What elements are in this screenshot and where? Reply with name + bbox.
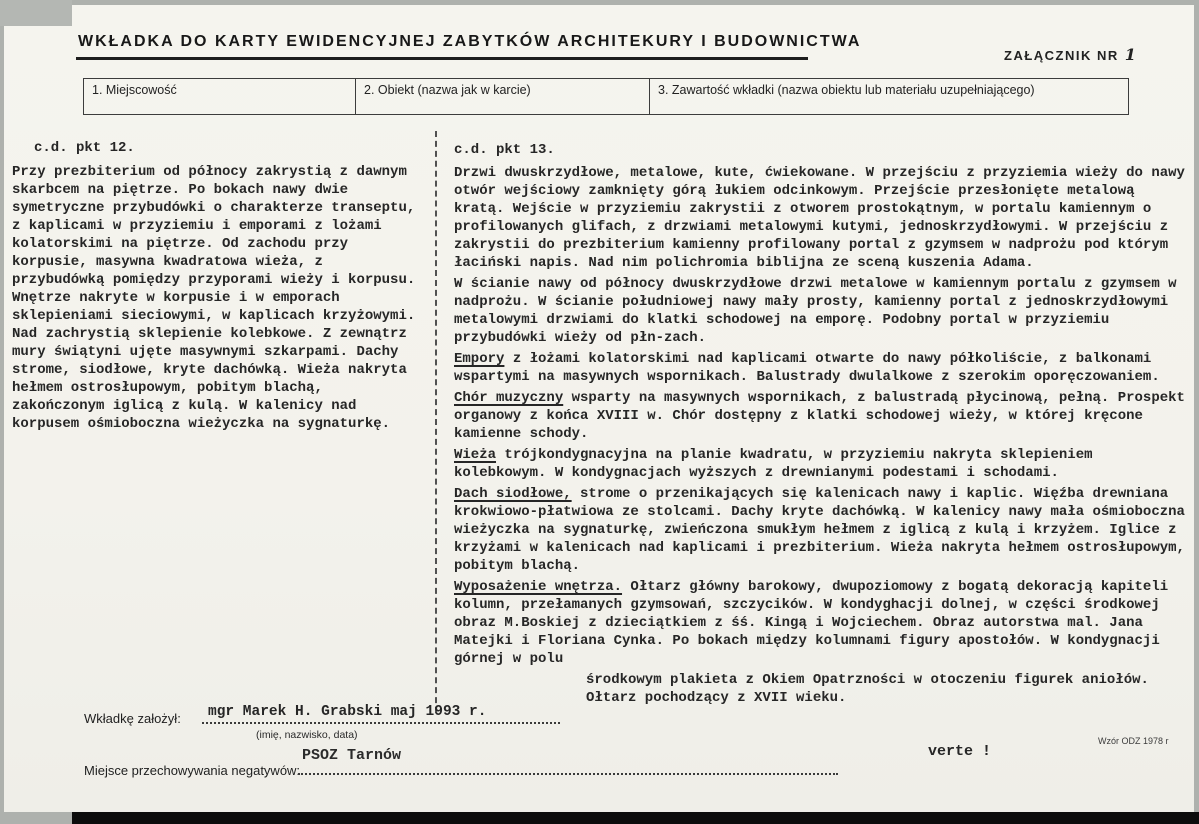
annex-label-text: ZAŁĄCZNIK NR <box>1004 48 1119 63</box>
column-divider-dashed-line <box>435 131 437 713</box>
paragraph-lead: Wieża <box>454 447 497 463</box>
paragraph-text: z łożami kolatorskimi nad kaplicami otwarte do nawy półkoliście, z balkonami wspartymi na masywnych wspornikach. Balustrady dwulalkowe z szerokim oporęczowaniem. <box>454 351 1160 385</box>
paragraph-lead: Chór muzyczny <box>454 390 564 406</box>
negatives-location-label: Miejsce przechowywania negatywów: <box>84 763 301 778</box>
paragraph-chor-muzyczny <box>454 389 1192 443</box>
annex-label <box>1004 45 1136 64</box>
paragraph-dach <box>454 485 1192 575</box>
created-by-hint: (imię, nazwisko, data) <box>256 729 358 741</box>
paragraph-empory <box>454 350 1192 386</box>
scan-edge-corner <box>0 0 72 26</box>
verte-note: verte ! <box>928 743 992 760</box>
paragraph-lead: Empory <box>454 351 505 367</box>
paragraph-text: W ścianie nawy od północy dwuskrzydłowe drzwi metalowe w kamiennym portalu z gzymsem w nadprożu. W ścianie południowej nawy mały prosty, kamienny portal z jednoskrzydłowymi metalowymi drzwiami do klatki schodowej na emporę. Podobny portal w przyziemiu przybudówki wieży od płn-zach. <box>454 276 1177 346</box>
paragraph-sciana-nawy <box>454 275 1192 347</box>
scan-edge-bottom-bar <box>72 812 1199 824</box>
paragraph-lead: Dach siodłowe, <box>454 486 572 502</box>
left-column-body: Przy prezbiterium od północy zakrystią z dawnym skarbcem na piętrze. Po bokach nawy dwie symetryczne przybudówki o charakterze transeptu, z kaplicami w przyziemiu i emporami z lożami kolatorskimi na piętrze. Od zachodu przy korpusie, masywna kwadratowa wieża, z przybudówką pomiędzy przyporami wieży i korpusu. Wnętrze nakryte w korpusie i w emporach sklepieniami sieciowymi, w kaplicach krzyżowymi. Nad zachrystią sklepienie kolebkowe. Z zewnątrz mury świątyni ujęte masywnymi szkarpami. Dachy strome, siodłowe, kryte dachówką. Wieża nakryta hełmem ostrosłupowym, pobitym blachą, zakończonym iglicą z kulą. W kalenicy nad korpusem ośmioboczna wieżyczka na sygnaturkę. <box>12 164 416 432</box>
right-column <box>454 141 1192 710</box>
fields-table <box>83 78 1129 115</box>
paragraph-lead: Wyposażenie wnętrza. <box>454 579 623 595</box>
paragraph-text: trójkondygnacyjna na planie kwadratu, w przyziemiu nakryta sklepieniem kolebkowym. W kondygnacjach wyższych z drewnianymi podestami i schodami. <box>454 447 1093 481</box>
field-zawartosc-wkladki: 3. Zawartość wkładki (nazwa obiektu lub materiału uzupełniającego) <box>658 83 1035 97</box>
created-by-label: Wkładkę założył: <box>84 711 181 726</box>
field-miejscowosc: 1. Miejscowość <box>84 79 356 114</box>
created-by-typed-value: mgr Marek H. Grabski maj 1993 r. <box>208 704 487 720</box>
annex-number-handwritten: 1 <box>1124 45 1136 64</box>
paragraph-wyposazenie <box>454 578 1192 668</box>
office-stamp-text: PSOZ Tarnów <box>302 747 402 764</box>
paragraph-text: Ołtarz główny barokowy, dwupoziomowy z bogatą dekoracją kapiteli kolumn, przełamanych gzymsowań, szczycików. W kondyghacji dolnej, w części środkowej obraz M.Boskiej z dzieciątkiem z śś. Kingą i Wojciechem. Obraz autorstwa mal. Jana Matejki i Floriana Cynka. Po bokach między kolumnami figury apostołów. W kondygnacji górnej w polu <box>454 579 1169 667</box>
negatives-dotted-line <box>298 761 838 775</box>
title-underline-rule <box>76 57 808 60</box>
form-code: Wzór ODZ 1978 r <box>1098 736 1169 746</box>
paragraph-text: Drzwi dwuskrzydłowe, metalowe, kute, ćwiekowane. W przejściu z przyziemia wieży do nawy otwór wejściowy zamknięty górą łukiem odcinkowym. Przejście przesłonięte metalową kratą. Wejście w przyziemiu zakrystii z otworem prostokątnym, w portalu kamiennym o profilowanych glifach, z drzwiami metalowymi kutymi, jednoskrzydłowymi. W przejściu z zakrystii do prezbiterium kamienny profilowany portal z gzymsem w nadprożu pod którym łaciński napis. Nad nim polichromia biblijna ze sceną kuszenia Adama. <box>454 165 1185 271</box>
paragraph-wyposazenie-continuation: środkowym plakieta z Okiem Opatrzności w otoczeniu figurek aniołów. Ołtarz pochodzący z XVII wieku. <box>586 672 1149 706</box>
left-column <box>12 139 418 433</box>
right-column-heading: c.d. pkt 13. <box>454 142 555 158</box>
field-obiekt: 2. Obiekt (nazwa jak w karcie) <box>356 79 650 114</box>
paragraph-drzwi <box>454 164 1192 272</box>
document-title: WKŁADKA DO KARTY EWIDENCYJNEJ ZABYTKÓW ARCHITEKURY I BUDOWNICTWA <box>78 33 862 50</box>
left-column-heading: c.d. pkt 12. <box>34 140 135 156</box>
scanned-record-card <box>4 5 1194 812</box>
paragraph-text: strome o przenikających się kalenicach nawy i kaplic. Więźba drewniana krokwiowo-płatwiowa ze stolcami. Dachy kryte dachówką. W kalenicy nawy mała ośmioboczna wieżyczka na sygnaturkę, zwieńczona smukłym hełmem z iglicą z kulą i krzyżem. Iglice z krzyżami w kalenicach nad kaplicami i prezbiterium. Wieża nakryta hełmem ostrosłupowym, pobitym blachą. <box>454 486 1185 574</box>
paragraph-text: wsparty na masywnych wspornikach, z balustradą płycinową, pełną. Prospekt organowy z końca XVIII w. Chór dostępny z klatki schodowej wieży, w której kręcone kamienne schody. <box>454 390 1185 442</box>
paragraph-wieza <box>454 446 1192 482</box>
